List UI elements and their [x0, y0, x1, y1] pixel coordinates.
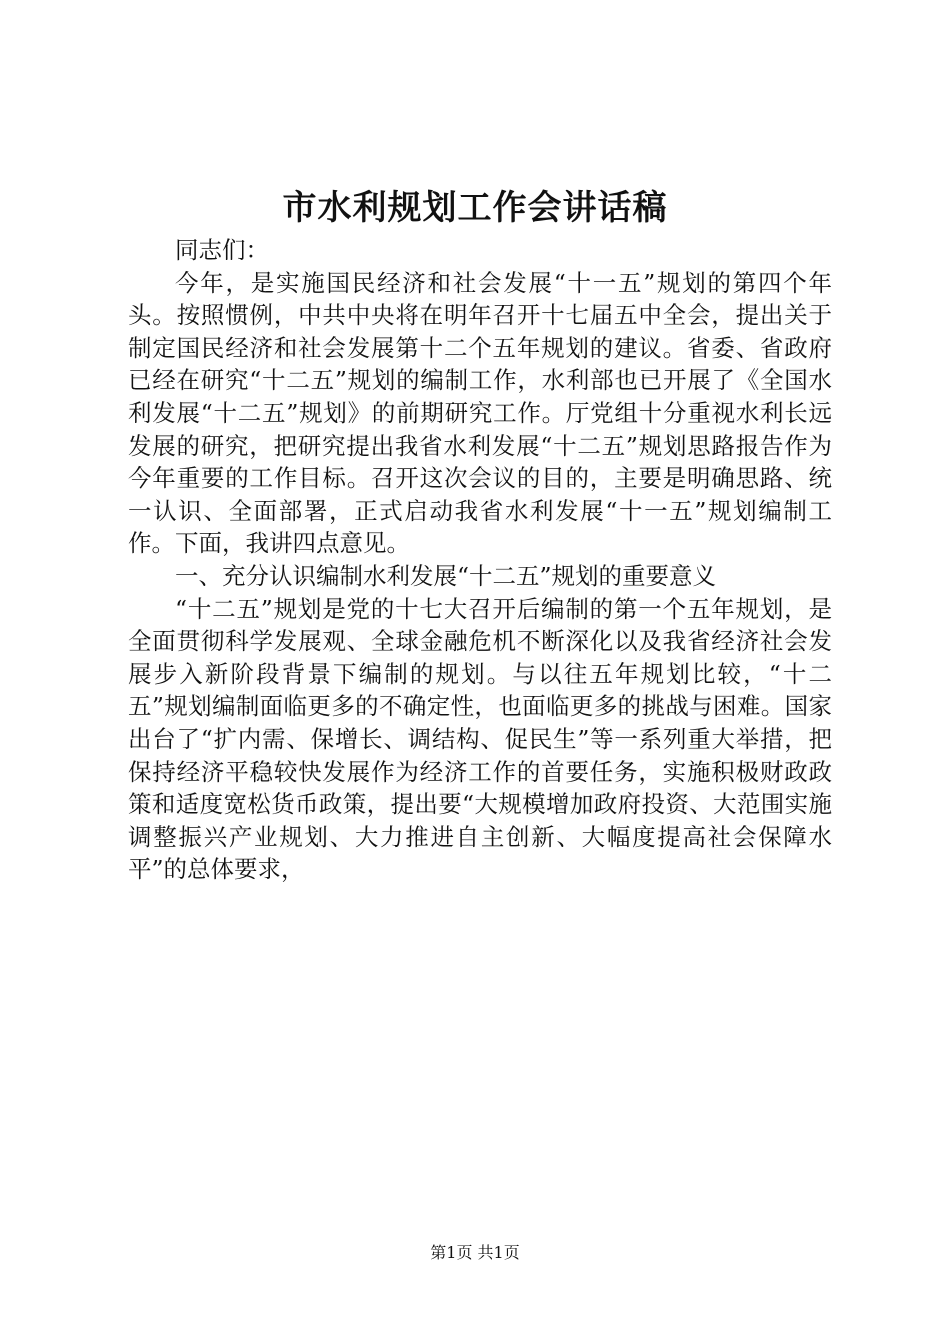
paragraph-significance: “十二五”规划是党的十七大召开后编制的第一个五年规划，是全面贯彻科学发展观、全球金融危机不断深化以及我省经济社会发展步入新阶段背景下编制的规划。与以往五年规划比较，“十二五”规划编制面临更多的不确定性，也面临更多的挑战与困难。国家出台了“扩内需、保增长、调结构、促民生”等一系列重大举措，把保持经济平稳较快发展作为经济工作的首要任务，实施积极财政政策和适度宽松货币政策，提出要“大规模增加政府投资、大范围实施调整振兴产业规划、大力推进自主创新、大幅度提高社会保障水平”的总体要求， [128, 594, 832, 884]
paragraph-intro: 今年，是实施国民经济和社会发展“十一五”规划的第四个年头。按照惯例，中共中央将在明年召开十七届五中全会，提出关于制定国民经济和社会发展第十二个五年规划的建议。省委、省政府已经在研究“十二五”规划的编制工作，水利部也已开展了《全国水利发展“十二五”规划》的前期研究工作。厅党组十分重视水利长远发展的研究，把研究提出我省水利发展“十二五”规划思路报告作为今年重要的工作目标。召开这次会议的目的，主要是明确思路、统一认识、全面部署，正式启动我省水利发展“十一五”规划编制工作。下面，我讲四点意见。 [128, 268, 832, 558]
page-footer: 第1页 共1页 [430, 1243, 520, 1262]
section-heading: 一、充分认识编制水利发展“十二五”规划的重要意义 [175, 561, 717, 590]
salutation: 同志们： [175, 236, 269, 264]
document-title: 市水利规划工作会讲话稿 [282, 188, 668, 228]
document-body [128, 234, 832, 886]
